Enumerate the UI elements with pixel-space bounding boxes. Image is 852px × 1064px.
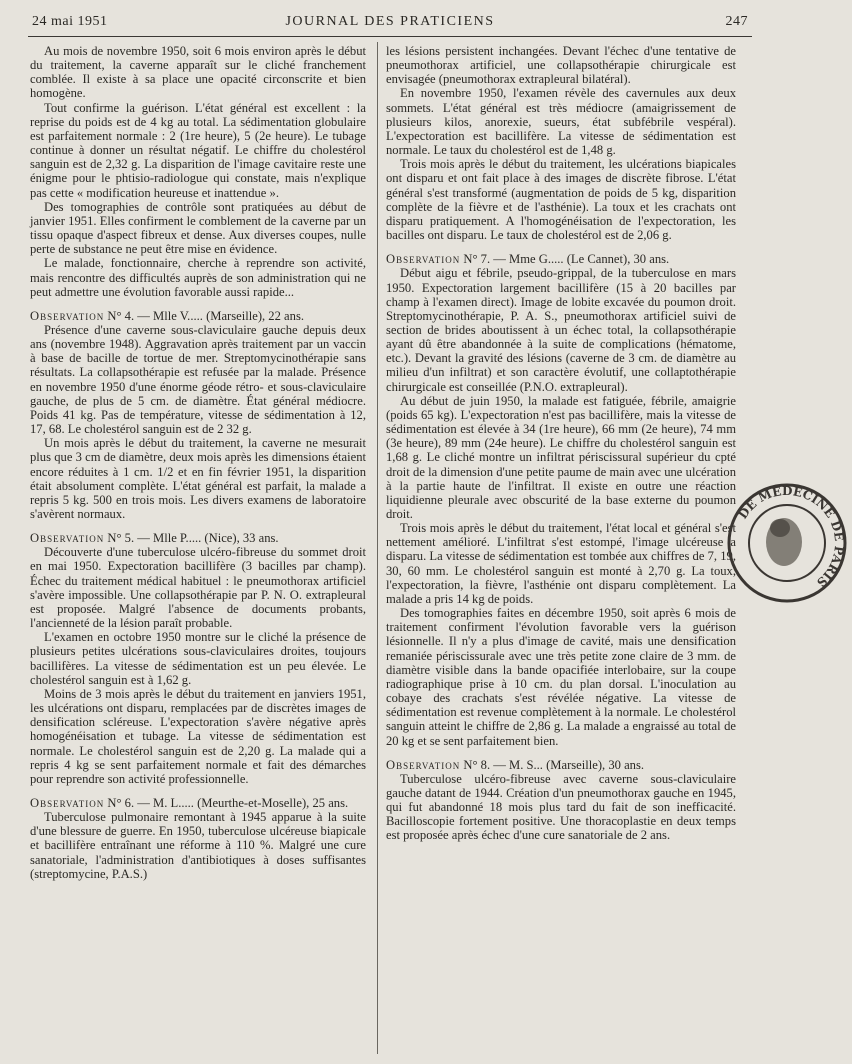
observation-number: N° 4. [107,308,135,323]
page-header [28,12,752,37]
observation-heading [30,531,366,545]
paragraph: Découverte d'une tuberculose ulcéro-fibreuse du sommet droit en mai 1950. Expectoration bacillifère (3 bacilles par champ). Échec du traitement médical habituel : le pneumothorax artificiel s'avère impossible. Une collapsothérapie par P. N. O. extrapleural est proposée. Malgré l'absence de documents probants, l'ancienneté de la lésion paraît probable. [30,545,366,631]
library-stamp [722,478,847,608]
observation-heading [386,252,736,266]
observation-patient: — M. S... (Marseille), 30 ans. [490,757,645,772]
paragraph: Le malade, fonctionnaire, cherche à reprendre son activité, mais rencontre des difficultés auprès de son administration qui ne peut admettre une évolution favorable aussi rapide... [30,256,366,299]
observation-number: N° 8. [463,757,491,772]
paragraph: Au début de juin 1950, la malade est fatiguée, fébrile, amaigrie (poids 65 kg). L'expectoration n'est pas bacillifère, mais la vitesse de sédimentation est élevée à 34 (1re heure), 66 mm (2e heure), 74 mm (3e heure), 89 mm (24e heure). Le chiffre du cholestérol sanguin est 1,68 g. Le cliché montre un infiltrat périscissural supérieur du cpté droit de la dimension d'une petite paume de main avec une ulcération à la partie haute de l'infiltrat. Il existe en outre une réaction liquidienne pleurale avec obscurité de la base externe du poumon droit. [386,393,736,521]
observation-patient: — Mlle V..... (Marseille), 22 ans. [134,308,304,323]
paragraph: L'examen en octobre 1950 montre sur le cliché la présence de plusieurs petites ulcérations sous-claviculaires droites, toujours bacillifères. La vitesse de sédimentation est un peu élevée. Le cholestérol sanguin est à 1,62 g. [30,630,366,687]
observation-patient: — Mme G..... (Le Cannet), 30 ans. [490,252,670,267]
left-column [30,44,366,881]
observation-patient: — Mlle P..... (Nice), 33 ans. [134,531,279,546]
observation-heading [386,758,736,772]
issue-date: 24 mai 1951 [32,14,108,29]
observation-label: Observation [30,308,105,323]
paragraph: Tuberculose ulcéro-fibreuse avec caverne sous-claviculaire gauche datant de 1944. Création d'un pneumothorax gauche en 1945, qui fut abandonné 18 mois plus tard du fait de son inefficacité. Bacilloscopie fortement positive. Une thoracoplastie en deux temps est proposée après échec d'une cure sanatoriale de 2 ans. [386,771,736,843]
paragraph: Des tomographies faites en décembre 1950, soit après 6 mois de traitement confirment l'évolution favorable vers la guérison lésionnelle. Il n'y a plus d'image de cavité, mais une densification remaniée périscissurale avec une très petite zone claire de 3 mm. de diamètre visible dans la bande opacifiée interlobaire, sur la coupe radiographique prise à 10 cm. du plan dorsal. L'inoculation au cobaye des crachats s'est révélée négative. La vitesse de sédimentation est revenue complètement à la normale. Le cholestérol sanguin atteint le chiffre de 2,86 g. La malade a engraissé au total de 20 kg et se sent parfaitement bien. [386,606,736,748]
page-number: 247 [725,14,748,29]
observation-label: Observation [30,531,105,546]
observation-patient: — M. L..... (Meurthe-et-Moselle), 25 ans. [134,795,349,810]
observation-number: N° 7. [463,252,491,267]
paragraph: Début aigu et fébrile, pseudo-grippal, de la tuberculose en mars 1950. Expectoration largement bacillifère (15 à 20 bacilles par champ à l'examen direct). Image de lobite excavée du poumon droit. Streptomycinothérapie, P. A. S., pneumothorax artificiel suivi de section de brides aboutissent à un échec total, la collapsothérapie ayant dû être abandonnée à la suite de complications (hématome, etc.). Devant la gravité des lésions (caverne de 3 cm. de diamètre au milieu d'un infiltrat) et son caractère évolutif, une collaptothérapie chirurgicale est conseillée (P.N.O. extrapleural). [386,266,736,394]
paragraph: Des tomographies de contrôle sont pratiquées au début de janvier 1951. Elles confirment le comblement de la caverne par un tissu opaque d'aspect fibreux et dense. Aux diverses coupes, nulle perte de substance ne peut être mise en évidence. [30,199,366,257]
observation-heading [30,309,366,323]
right-column [386,44,736,843]
observation-label: Observation [30,795,105,810]
observation-number: N° 5. [107,531,135,546]
journal-title: JOURNAL DES PRATICIENS [285,14,495,29]
paragraph: Tuberculose pulmonaire remontant à 1945 apparue à la suite d'une blessure de guerre. En 1950, tuberculose ulcéreuse biapicale et bacillifère entraînant une réforme à 110 %. Malgré une cure sanatoriale, l'administration d'antibiotiques à doses suffisantes (streptomycine, P.A.S.) [30,810,366,881]
observation-heading [30,796,366,810]
paragraph: En novembre 1950, l'examen révèle des cavernules aux deux sommets. L'état général est très médiocre (amaigrissement de plusieurs kilos, anorexie, sueurs, état subfébrile vespéral). L'expectoration est bacillifère. La vitesse de sédimentation est normale. Le taux du cholestérol est de 1,48 g. [386,86,736,158]
stamp-text: DE MÉDECINE DE PARIS [735,483,847,590]
paragraph: Trois mois après le début du traitement, l'état local et général s'est nettement amélioré. L'infiltrat s'est estompé, l'image ulcéreuse a disparu. La vitesse de sédimentation est tombée aux chiffres de 7, 19, 30, 60 mm. Le cholestérol sanguin est monté à 2,70 g. La toux, l'expectoration, la fièvre, l'asthénie ont disparu complètement. La malade a pris 14 kg de poids. [386,521,736,606]
paragraph: Au mois de novembre 1950, soit 6 mois environ après le début du traitement, la caverne apparaît sur le cliché franchement comblée. Il existe à sa place une opacité circonscrite et bien homogène. [30,44,366,101]
observation-label: Observation [386,757,461,772]
paragraph: Tout confirme la guérison. L'état général est excellent : la reprise du poids est de 4 kg au total. La sédimentation globulaire est parfaitement normale : 2 (1re heure), 5 (2e heure). Le tubage continue à donner un résultat négatif. Le chiffre du cholestérol sanguin est de 2,32 g. La disparition de l'image cavitaire reste une énigme pour le phtisio-radiologue qui constate, mais n'explique pas cette « modification heureuse et inattendue ». [30,100,366,200]
observation-number: N° 6. [107,795,135,810]
paragraph: Présence d'une caverne sous-claviculaire gauche depuis deux ans (novembre 1948). Aggravation après traitement par un vaccin à base de bacille de tortue de mer. Streptomycinothérapie sans résultats. La collapsothérapie est refusée par la malade. Présence en novembre 1950 d'une énorme géode rétro- et sous-claviculaire gauche, de plus de 5 cm. de diamètre. État général médiocre. Poids 41 kg. Pas de température, vitesse de sédimentation à 12, 17, 68. Le cholestérol sanguin est de 2 32 g. [30,322,366,437]
observation-label: Observation [386,252,461,267]
paragraph: Moins de 3 mois après le début du traitement en janviers 1951, les ulcérations ont disparu, remplacées par de discrètes images de densification scléreuse. L'expectoration s'avère négative après homogénéisation et tubage. La vitesse de sédimentation est normale. Le cholestérol sanguin est de 2,20 g. La malade qui a repris 4 kg se sent parfaitement normale et fait des démarches pour reprendre son activité professionnelle. [30,686,366,786]
column-divider [377,42,378,1054]
paragraph: Un mois après le début du traitement, la caverne ne mesurait plus que 3 cm de diamètre, deux mois après les dimensions étaient encore réduites à 1 cm. 1/2 et en fin février 1951, la disparition était absolument complète. L'état général est parfait, la malade a repris 5 kg. 500 en trois mois. Les divers examens de laboratoire s'avèrent normaux. [30,436,366,521]
paragraph: les lésions persistent inchangées. Devant l'échec d'une tentative de pneumothorax artificiel, une collapsothérapie chirurgicale est envisagée (pneumothorax extrapleural bilatéral). [386,44,736,87]
paragraph: Trois mois après le début du traitement, les ulcérations biapicales ont disparu et ont fait place à des images de discrète fibrose. L'état général s'est transformé (augmentation de poids de 5 kg, disparition complète de la fièvre et de l'asthénie). La toux et les crachats ont disparu pratiquement. A l'homogénéisation de l'expectoration, les bacilles ont disparu. Le taux de cholestérol est de 2,06 g. [386,157,736,243]
